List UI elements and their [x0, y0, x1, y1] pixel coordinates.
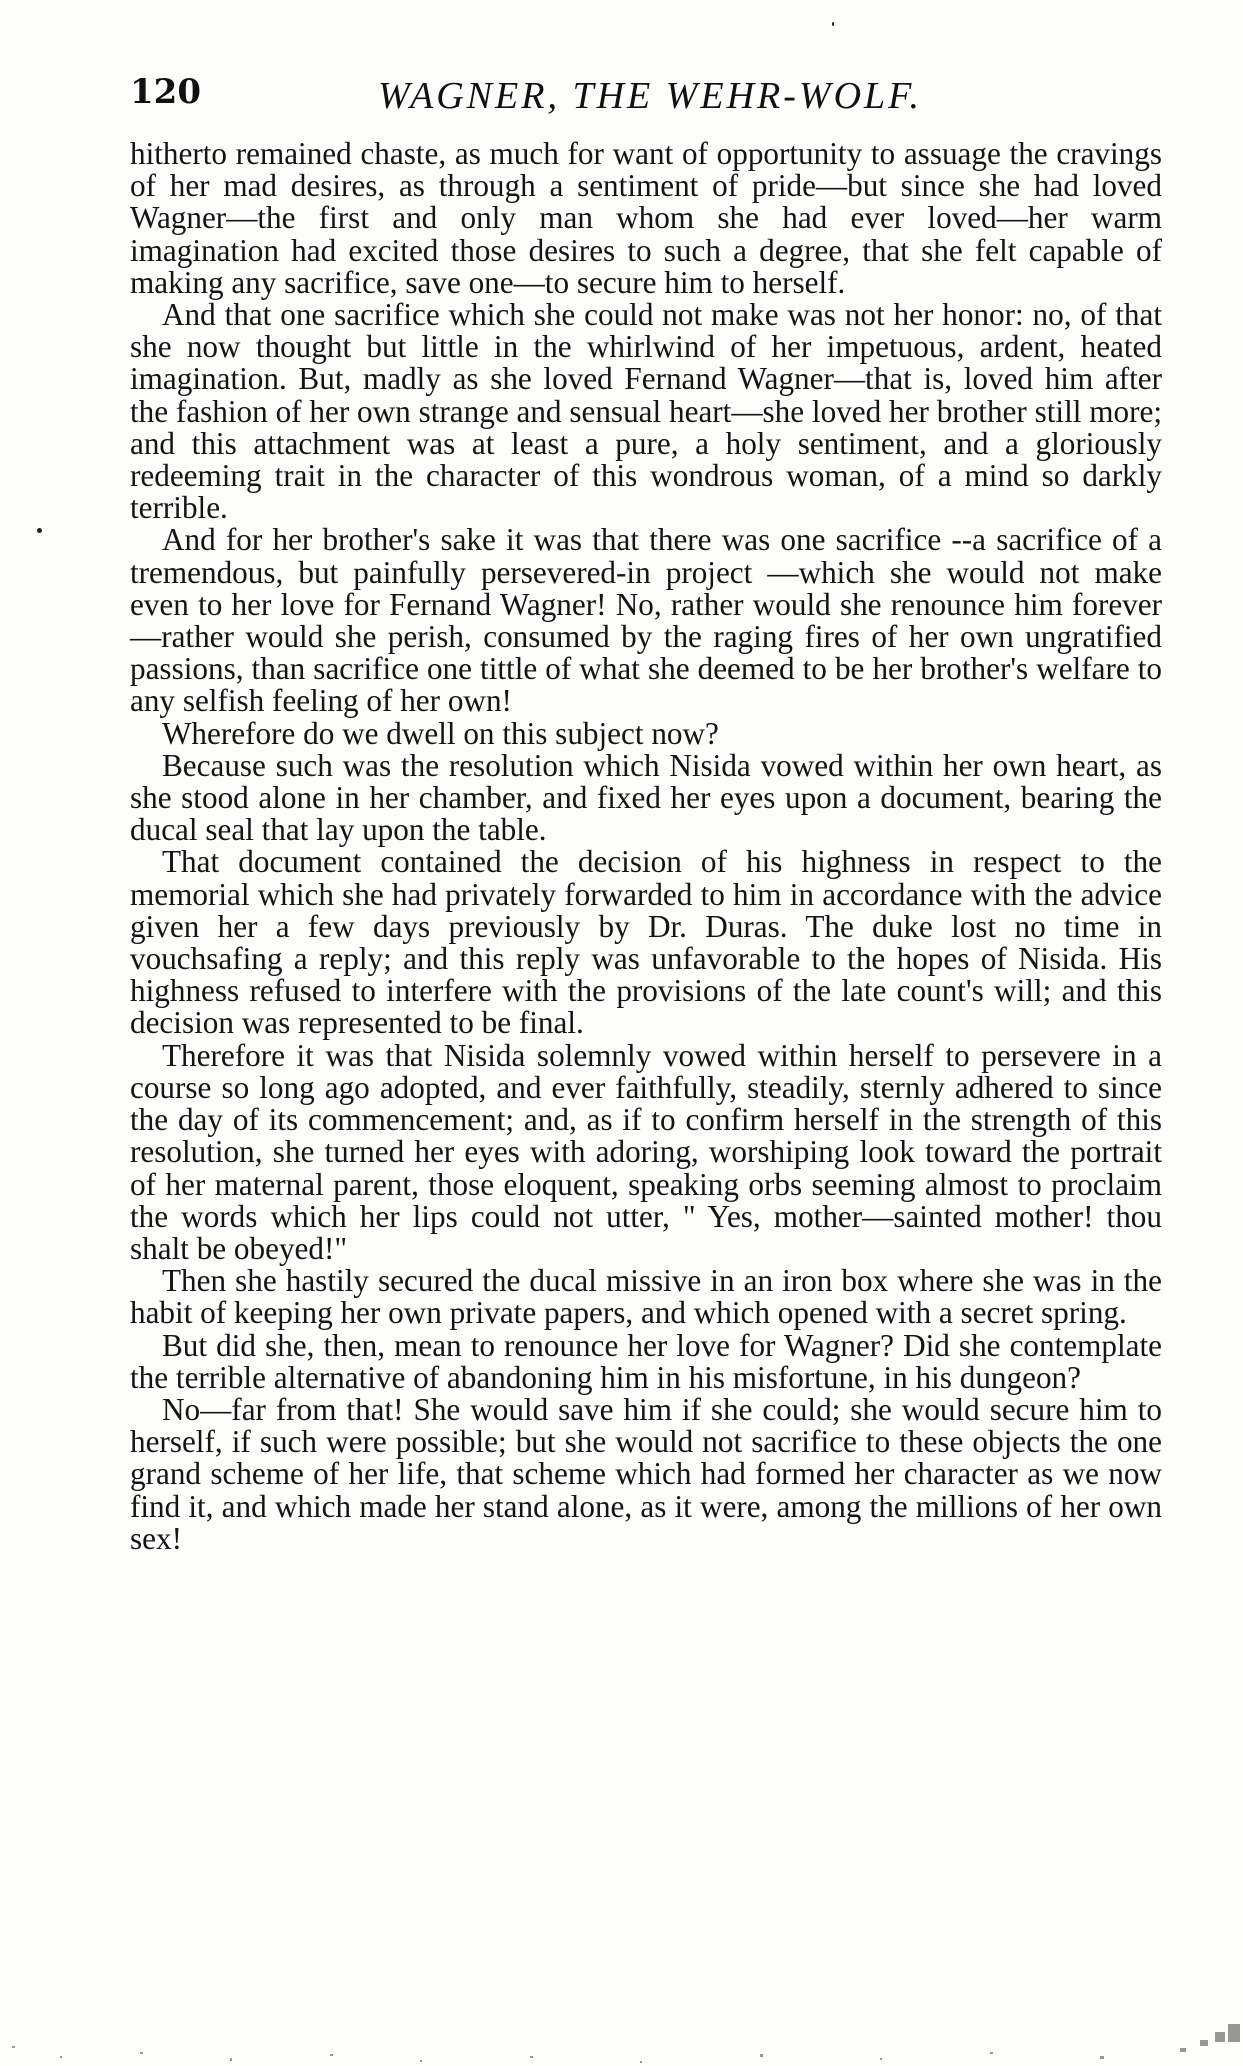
paragraph: And for her brother's sake it was that there was one sacrifice --a sacrifice of a tremendous, but painfully persevered-in project —which she would not make even to her love for Fernand Wagner! No, rather would she renounce him forever—rather would she perish, consumed by the raging fires of her own ungratified passions, than sacrifice one tittle of what she deemed to be her brother's welfare to any selfish feeling of her own!	[130, 522, 1162, 719]
paragraph: Then she hastily secured the ducal missive in an iron box where she was in the habit of keeping her own private papers, and which opened with a secret spring.	[130, 1263, 1162, 1331]
paragraph: Because such was the resolution which Nisida vowed within her own heart, as she stood alone in her chamber, and fixed her eyes upon a document, bearing the ducal seal that lay upon the table.	[130, 747, 1162, 848]
page-header	[130, 72, 1170, 122]
scan-edge-noise	[0, 2006, 1243, 2066]
ink-speck	[37, 528, 42, 533]
paragraph: Therefore it was that Nisida solemnly vowed within herself to persevere in a course so long ago adopted, and ever faithfully, steadily, sternly adhered to since the day of its commencement; and, as if to confirm herself in the strength of this resolution, she turned her eyes with adoring, worshiping look toward the portrait of her maternal parent, those eloquent, speaking orbs seeming almost to proclaim the words which her lips could not utter, " Yes, mother—sainted mother! thou shalt be obeyed!"	[130, 1037, 1162, 1266]
paragraph: That document contained the decision of his highness in respect to the memorial which she had privately forwarded to him in accordance with the advice given her a few days previously by Dr. Duras. The duke lost no time in vouchsafing a reply; and this reply was unfavorable to the hopes of Nisida. His highness refused to interfere with the provisions of the late count's will; and this decision was represented to be final.	[130, 844, 1162, 1041]
ink-speck	[832, 22, 834, 26]
body-text	[130, 138, 1162, 1555]
paragraph: But did she, then, mean to renounce her love for Wagner? Did she contemplate the terrible alternative of abandoning him in his misfortune, in his dungeon?	[130, 1327, 1162, 1395]
running-title: WAGNER, THE WEHR-WOLF.	[378, 75, 922, 117]
page-number: 120	[130, 72, 201, 112]
paragraph: And that one sacrifice which she could not make was not her honor: no, of that she now thought but little in the whirlwind of her impetuous, ardent, heated imagination. But, madly as she loved Fernand Wagner—that is, loved him after the fashion of her own strange and sensual heart—she loved her brother still more; and this attachment was at least a pure, a holy sentiment, and a gloriously redeeming trait in the character of this wondrous woman, of a mind so darkly terrible.	[130, 297, 1162, 526]
paragraph: hitherto remained chaste, as much for want of opportunity to assuage the cravings of her mad desires, as through a sentiment of pride—but since she had loved Wagner—the first and only man whom she had ever loved—her warm imagination had excited those desires to such a degree, that she felt capable of making any sacrifice, save one—to secure him to herself.	[130, 136, 1162, 300]
paragraph: Wherefore do we dwell on this subject now?	[162, 715, 719, 751]
paragraph: No—far from that! She would save him if she could; she would secure him to herself, if such were possible; but she would not sacrifice to these objects the one grand scheme of her life, that scheme which had formed her character as we now find it, and which made her stand alone, as it were, among the millions of her own sex!	[130, 1391, 1162, 1556]
